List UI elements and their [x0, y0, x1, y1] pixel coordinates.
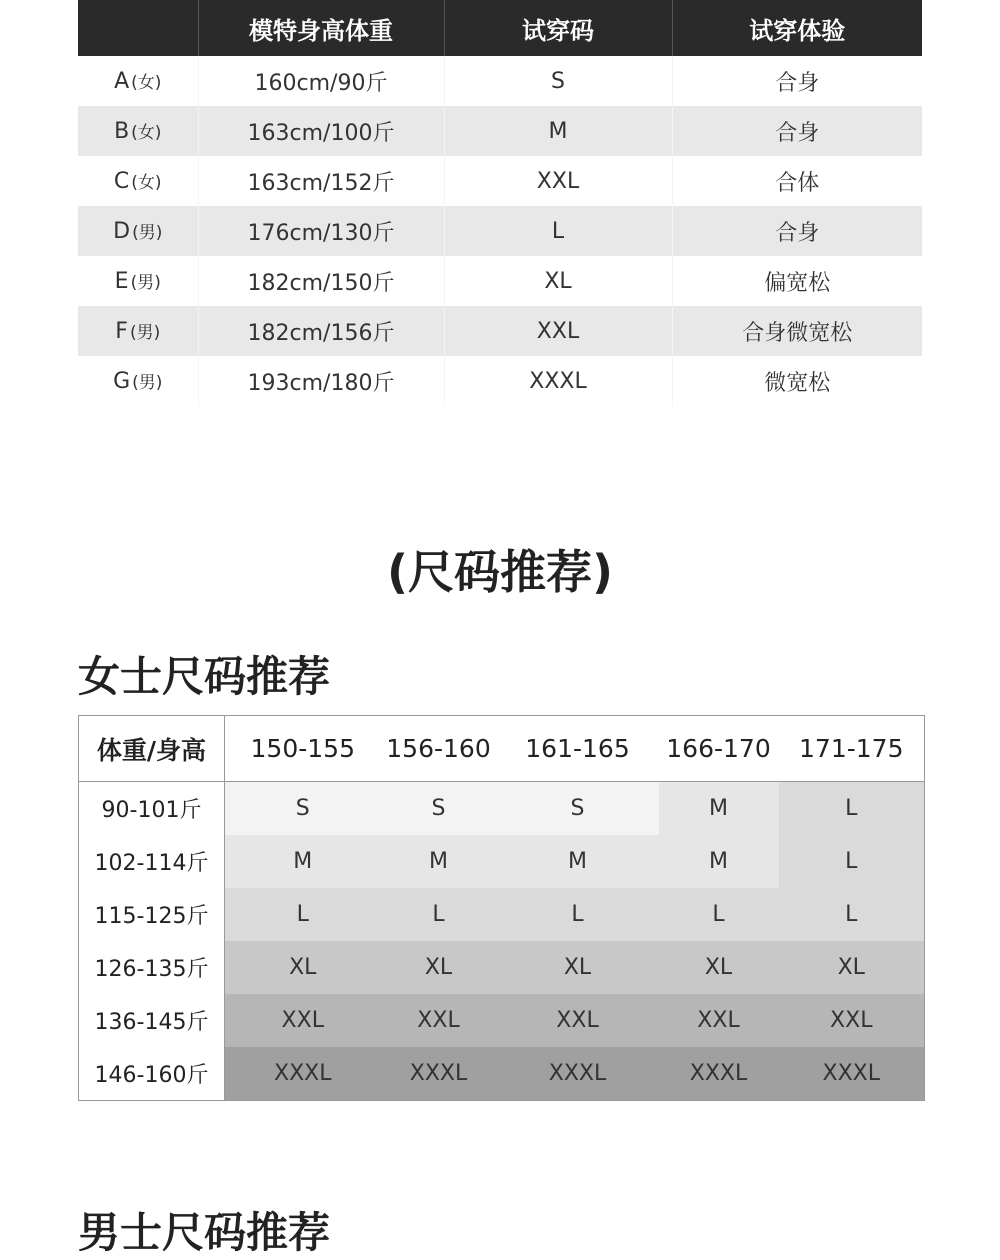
model-gender: (女) — [131, 123, 162, 143]
size-cell: XL — [497, 941, 659, 994]
model-letter: G — [113, 369, 131, 394]
model-size: L — [444, 206, 672, 256]
model-label-cell — [78, 56, 198, 106]
height-range-header: 156-160 — [381, 716, 497, 782]
model-size: M — [444, 106, 672, 156]
women-size-table — [78, 715, 925, 1101]
model-row — [78, 306, 922, 356]
model-fit: 合体 — [672, 156, 922, 206]
size-cell: L — [381, 888, 497, 941]
model-fit: 微宽松 — [672, 356, 922, 406]
size-cell: XXL — [659, 994, 779, 1047]
model-letter: F — [115, 319, 128, 344]
model-label-cell — [78, 106, 198, 156]
size-cell: M — [659, 835, 779, 888]
weight-range-label: 136-145斤 — [79, 994, 225, 1047]
size-cell: XL — [779, 941, 925, 994]
weight-range-label: 115-125斤 — [79, 888, 225, 941]
size-cell: XXL — [225, 994, 381, 1047]
model-gender: (男) — [132, 373, 163, 393]
model-stats: 182cm/156斤 — [198, 306, 444, 356]
model-gender: (男) — [130, 273, 161, 293]
header-model — [78, 0, 198, 56]
model-letter: D — [113, 219, 131, 244]
model-row — [78, 106, 922, 156]
model-size: XXXL — [444, 356, 672, 406]
height-range-header: 150-155 — [225, 716, 381, 782]
model-row — [78, 206, 922, 256]
size-cell: L — [225, 888, 381, 941]
size-cell: M — [659, 782, 779, 836]
model-table-header — [78, 0, 922, 56]
size-cell: M — [381, 835, 497, 888]
size-cell: XXXL — [381, 1047, 497, 1101]
size-row — [79, 888, 925, 941]
size-row — [79, 941, 925, 994]
model-label-cell — [78, 206, 198, 256]
size-cell: L — [779, 835, 925, 888]
model-fit: 合身 — [672, 106, 922, 156]
model-label-cell — [78, 306, 198, 356]
model-size: S — [444, 56, 672, 106]
section-title: (尺码推荐) — [386, 545, 614, 599]
size-cell: XL — [381, 941, 497, 994]
size-cell: XL — [225, 941, 381, 994]
model-fit: 合身 — [672, 206, 922, 256]
size-cell: XXXL — [659, 1047, 779, 1101]
size-cell: L — [779, 782, 925, 836]
size-cell: XL — [659, 941, 779, 994]
size-cell: L — [779, 888, 925, 941]
size-cell: L — [497, 888, 659, 941]
size-cell: XXXL — [779, 1047, 925, 1101]
model-gender: (女) — [131, 173, 162, 193]
header-fit-experience: 试穿体验 — [672, 0, 922, 56]
size-cell: M — [497, 835, 659, 888]
men-size-title: 男士尺码推荐 — [78, 1208, 331, 1257]
size-cell: XXXL — [225, 1047, 381, 1101]
model-label-cell — [78, 356, 198, 406]
size-row — [79, 994, 925, 1047]
model-row — [78, 156, 922, 206]
model-stats: 163cm/152斤 — [198, 156, 444, 206]
women-size-title: 女士尺码推荐 — [78, 652, 331, 701]
model-size: XL — [444, 256, 672, 306]
model-letter: C — [113, 169, 130, 194]
size-cell: S — [225, 782, 381, 836]
model-gender: (男) — [129, 323, 161, 343]
model-size: XXL — [444, 156, 672, 206]
model-letter: B — [114, 119, 130, 144]
model-fit: 合身 — [672, 56, 922, 106]
weight-range-label: 126-135斤 — [79, 941, 225, 994]
size-cell: XXXL — [497, 1047, 659, 1101]
size-cell: XXL — [381, 994, 497, 1047]
model-label-cell — [78, 256, 198, 306]
model-stats: 176cm/130斤 — [198, 206, 444, 256]
model-row — [78, 256, 922, 306]
model-fit: 合身微宽松 — [672, 306, 922, 356]
corner-label: 体重/身高 — [79, 716, 225, 782]
model-size: XXL — [444, 306, 672, 356]
model-tryon-table — [78, 0, 922, 406]
model-fit: 偏宽松 — [672, 256, 922, 306]
model-gender: (男) — [132, 223, 163, 243]
model-gender: (女) — [131, 73, 162, 93]
weight-range-label: 90-101斤 — [79, 782, 225, 836]
weight-range-label: 146-160斤 — [79, 1047, 225, 1101]
height-range-header: 161-165 — [497, 716, 659, 782]
size-cell: XXL — [497, 994, 659, 1047]
model-label-cell — [78, 156, 198, 206]
size-cell: S — [381, 782, 497, 836]
model-stats: 182cm/150斤 — [198, 256, 444, 306]
model-stats: 160cm/90斤 — [198, 56, 444, 106]
model-letter: A — [114, 69, 130, 94]
model-stats: 163cm/100斤 — [198, 106, 444, 156]
model-row — [78, 56, 922, 106]
header-height-weight: 模特身高体重 — [198, 0, 444, 56]
size-cell: L — [659, 888, 779, 941]
size-cell: M — [225, 835, 381, 888]
height-range-header: 166-170 — [659, 716, 779, 782]
size-cell: S — [497, 782, 659, 836]
size-row — [79, 782, 925, 836]
model-row — [78, 356, 922, 406]
size-table-header — [79, 716, 925, 782]
model-stats: 193cm/180斤 — [198, 356, 444, 406]
size-row — [79, 835, 925, 888]
weight-range-label: 102-114斤 — [79, 835, 225, 888]
size-cell: XXL — [779, 994, 925, 1047]
model-letter: E — [114, 269, 129, 294]
header-tryon-size: 试穿码 — [444, 0, 672, 56]
size-row — [79, 1047, 925, 1101]
height-range-header: 171-175 — [779, 716, 925, 782]
